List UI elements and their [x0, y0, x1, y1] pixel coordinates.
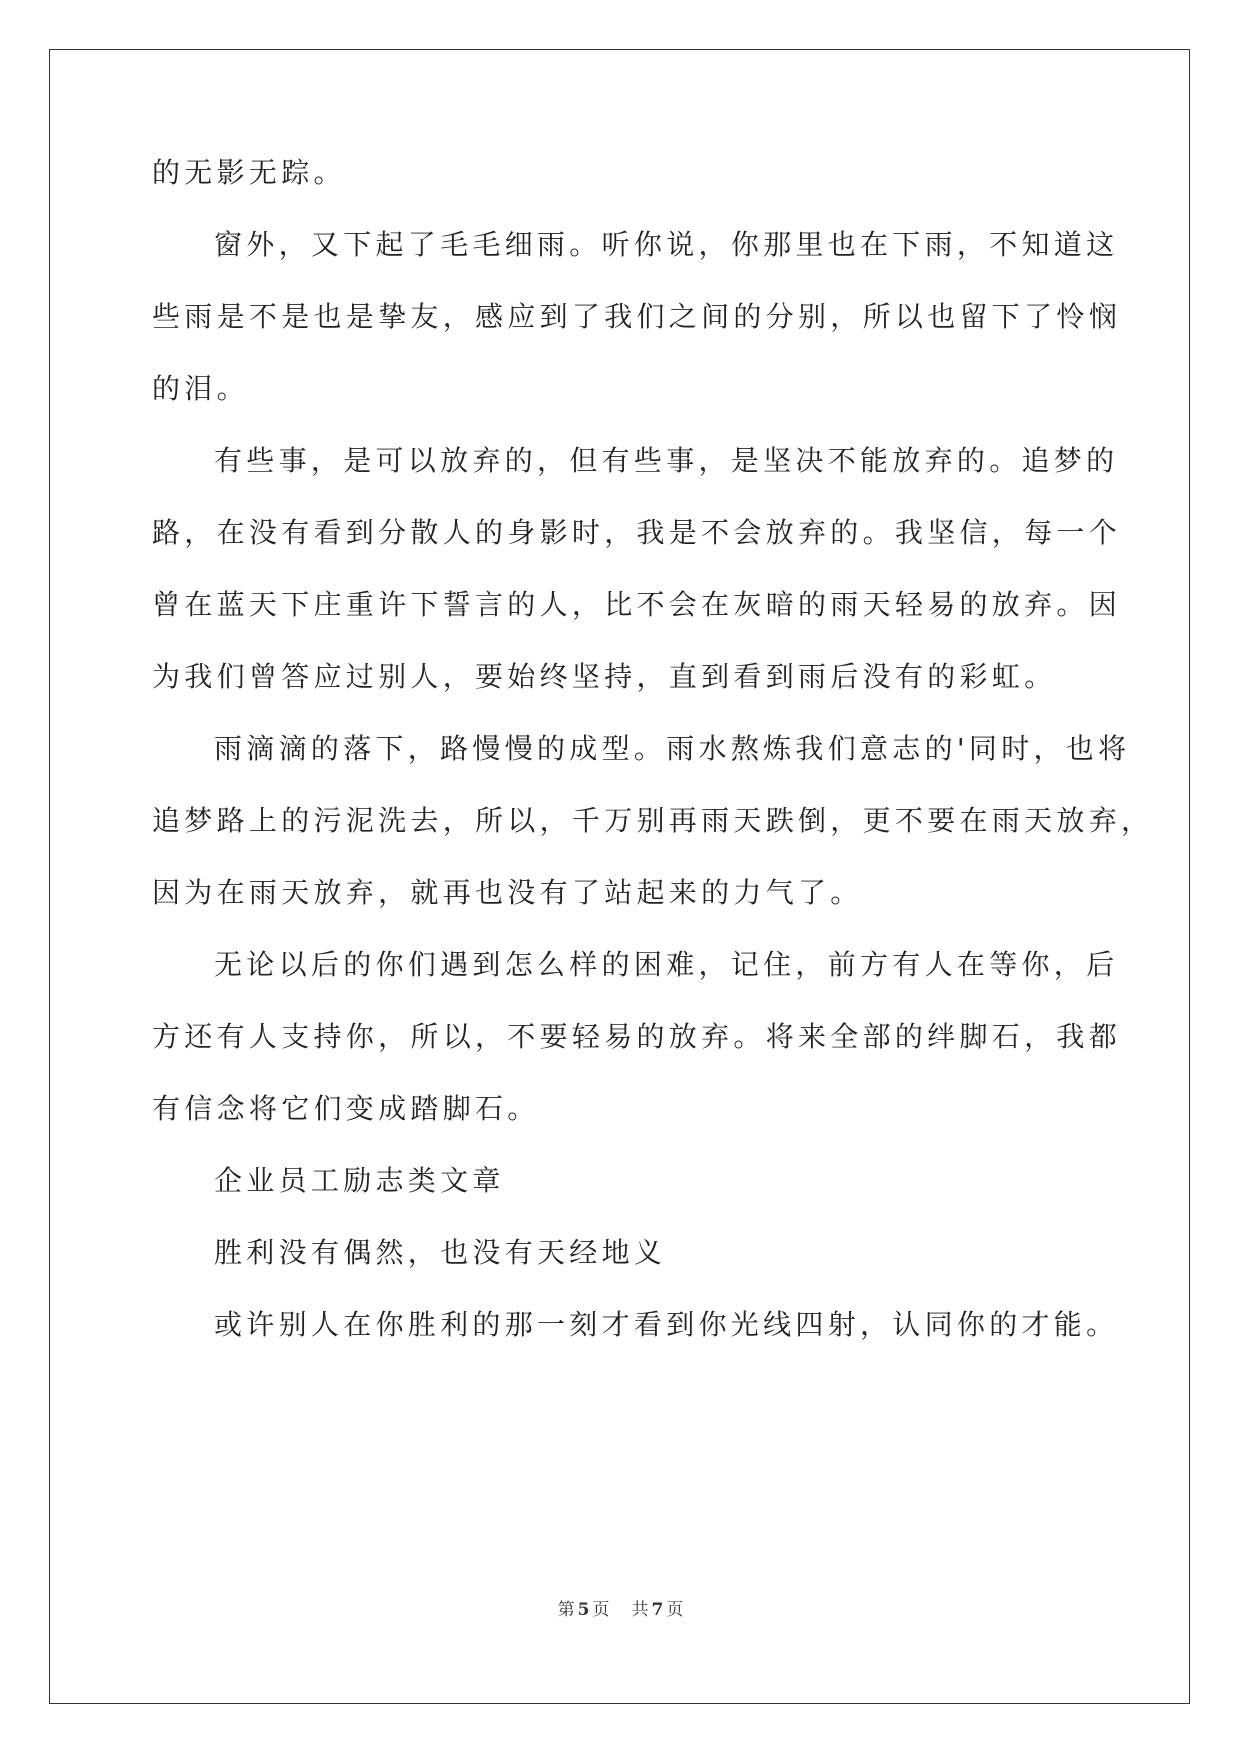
total-suffix: 页 [666, 1600, 684, 1620]
text-line: 的泪。 [152, 372, 249, 405]
text-line: 路，在没有看到分散人的身影时，我是不会放弃的。我坚信，每一个 [152, 516, 1122, 549]
section-title: 企业员工励志类文章 [214, 1164, 505, 1197]
text-line: 为我们曾答应过别人，要始终坚持，直到看到雨后没有的彩虹。 [152, 660, 1057, 693]
page-prefix: 第 [557, 1600, 575, 1620]
paragraph-first-line: 雨滴滴的落下，路慢慢的成型。雨水熬炼我们意志的'同时，也将 [214, 732, 1131, 765]
page-footer [0, 1595, 1241, 1620]
text-line: 些雨是不是也是挚友，感应到了我们之间的分别，所以也留下了怜悯 [152, 300, 1122, 333]
section-subtitle: 胜利没有偶然，也没有天经地义 [214, 1236, 667, 1269]
text-line: 的无影无踪。 [152, 156, 346, 189]
page-suffix: 页 [592, 1600, 610, 1620]
total-prefix: 共 [631, 1600, 649, 1620]
text-line: 追梦路上的污泥洗去，所以，千万别再雨天跌倒，更不要在雨天放弃， [152, 804, 1154, 837]
text-line: 因为在雨天放弃，就再也没有了站起来的力气了。 [152, 876, 863, 909]
paragraph-first-line: 窗外，又下起了毛毛细雨。听你说，你那里也在下雨，不知道这 [214, 228, 1119, 261]
paragraph-first-line: 有些事，是可以放弃的，但有些事，是坚决不能放弃的。追梦的 [214, 444, 1119, 477]
page-number: 5 [577, 1600, 590, 1620]
text-line: 方还有人支持你，所以，不要轻易的放弃。将来全部的绊脚石，我都 [152, 1020, 1122, 1053]
text-line: 有信念将它们变成踏脚石。 [152, 1092, 540, 1125]
text-line: 曾在蓝天下庄重许下誓言的人，比不会在灰暗的雨天轻易的放弃。因 [152, 588, 1122, 621]
total-pages: 7 [651, 1600, 664, 1620]
paragraph-first-line: 无论以后的你们遇到怎么样的困难，记住，前方有人在等你，后 [214, 948, 1119, 981]
paragraph-first-line: 或许别人在你胜利的那一刻才看到你光线四射，认同你的才能。 [214, 1308, 1119, 1341]
